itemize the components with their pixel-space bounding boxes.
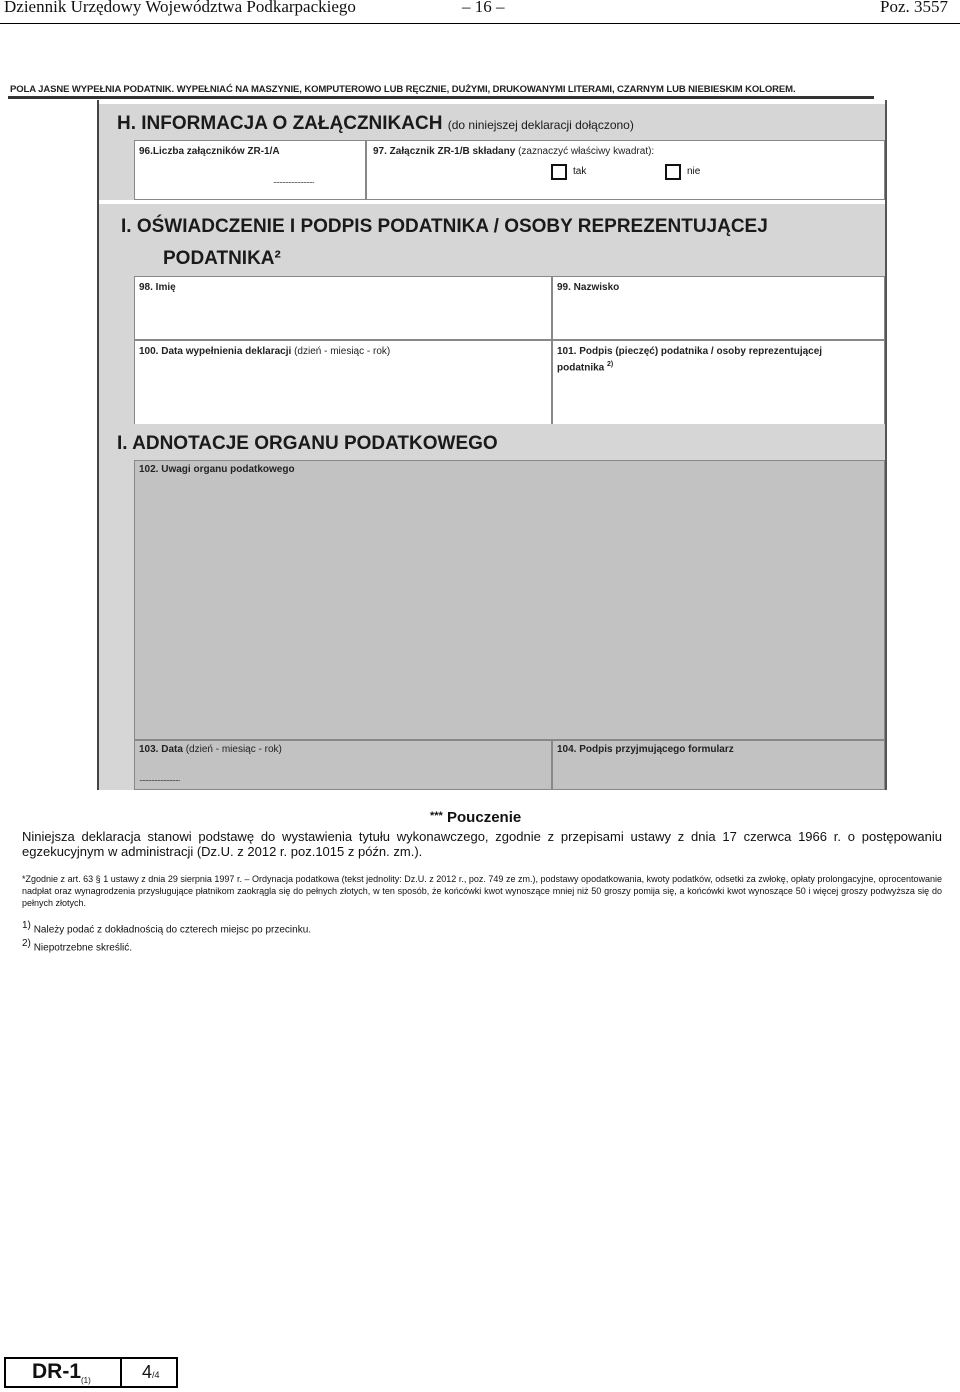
checkbox-nie[interactable]	[665, 164, 681, 180]
field-97-label: 97. Załącznik ZR-1/B składany (zaznaczyć właściwy kwadrat):	[373, 146, 655, 157]
field-103-value: ...........................	[139, 773, 180, 783]
checkbox-tak[interactable]	[551, 164, 567, 180]
field-104-box[interactable]	[552, 740, 885, 790]
field-102-box[interactable]	[134, 460, 885, 740]
field-102-label: 102. Uwagi organu podatkowego	[139, 464, 295, 475]
field-97-box	[366, 140, 885, 200]
instructions-body: Niniejsza deklaracja stanowi podstawę do wystawienia tytułu wykonawczego, zgodnie z przepisami ustawy z dnia 17 czerwca 1966 r. o postępowaniu egzekucyjnym w administracji (Dz.U. z 2012 r. poz.1015 z późn. zm.).	[22, 829, 942, 859]
section-i-title: I. OŚWIADCZENIE I PODPIS PODATNIKA / OSOBY REPREZENTUJĄCEJ	[121, 216, 768, 237]
form-code-box	[4, 1357, 178, 1388]
field-96-value: ...........................	[273, 175, 314, 185]
section-h-title: H. INFORMACJA O ZAŁĄCZNIKACH (do niniejszej deklaracji dołączono)	[117, 113, 634, 134]
option-nie[interactable]: nie	[665, 163, 700, 181]
declaration-form	[97, 100, 887, 790]
footer-separator	[120, 1359, 122, 1386]
field-104-label: 104. Podpis przyjmującego formularz	[557, 744, 734, 755]
field-99-label: 99. Nazwisko	[557, 282, 620, 293]
page-number: – 16 –	[462, 0, 505, 16]
field-101-label: 101. Podpis (pieczęć) podatnika / osoby reprezentującej podatnika $^{2)}$	[557, 346, 823, 374]
footnote-star: *Zgodnie z art. 63 § 1 ustawy z dnia 29 sierpnia 1997 r. – Ordynacja podatkowa (tekst jednolity: Dz.U. z 2012 r., poz. 749 ze zm.), podstawy opodatkowania, kwoty podatków, odsetki za zwłokę, opłaty prolongacyjne, oprocentowanie nadpłat oraz wynagrodzenia przysługujące płatnikom zaokrągla się do pełnych złotych, w ten sposób, że końcówki kwot wynoszące mniej niż 50 groszy pomija się, a końcówki kwot wynoszące 50 i więcej groszy podwyższa się do pełnych złotych.	[22, 874, 942, 908]
option-tak[interactable]: tak	[551, 163, 586, 181]
form-code: $DR-1_{(1)}$	[32, 1360, 91, 1386]
field-98-label: 98. Imię	[139, 282, 176, 293]
section-j-title: I. ADNOTACJE ORGANU PODATKOWEGO	[117, 433, 498, 454]
section-j	[99, 424, 885, 790]
field-100-label: 100. Data wypełnienia deklaracji (dzień - miesiąc - rok)	[139, 346, 391, 357]
footnote-2: $^{2)}$ Niepotrzebne skreślić.	[22, 938, 133, 954]
form-fill-note: POLA JASNE WYPEŁNIA PODATNIK. WYPEŁNIAĆ NA MASZYNIE, KOMPUTEROWO LUB RĘCZNIE, DUŻYMI, DRUKOWANYMI LITERAMI, CZARNYM LUB NIEBIESKIM KOLOREM.	[10, 84, 796, 95]
field-103-label: 103. Data (dzień - miesiąc - rok)	[139, 744, 282, 755]
field-96-label: 96.Liczba załączników ZR-1/A	[139, 146, 280, 157]
footnote-1: $^{1)}$ Należy podać z dokładnością do czterech miejsc po przecinku.	[22, 920, 312, 936]
field-99-box[interactable]	[552, 276, 885, 340]
divider	[8, 96, 874, 99]
field-98-box[interactable]	[134, 276, 552, 340]
form-page: 4/4	[142, 1362, 160, 1382]
field-96-box[interactable]	[134, 140, 366, 200]
running-header	[0, 0, 960, 24]
instructions-title: *** Pouczenie	[430, 809, 522, 826]
field-103-box[interactable]	[134, 740, 552, 790]
position-number: Poz. 3557	[880, 0, 948, 16]
section-i-title-line2: PODATNIKA²	[163, 248, 281, 269]
journal-title: Dziennik Urzędowy Województwa Podkarpackiego	[4, 0, 356, 16]
section-h	[99, 104, 885, 200]
